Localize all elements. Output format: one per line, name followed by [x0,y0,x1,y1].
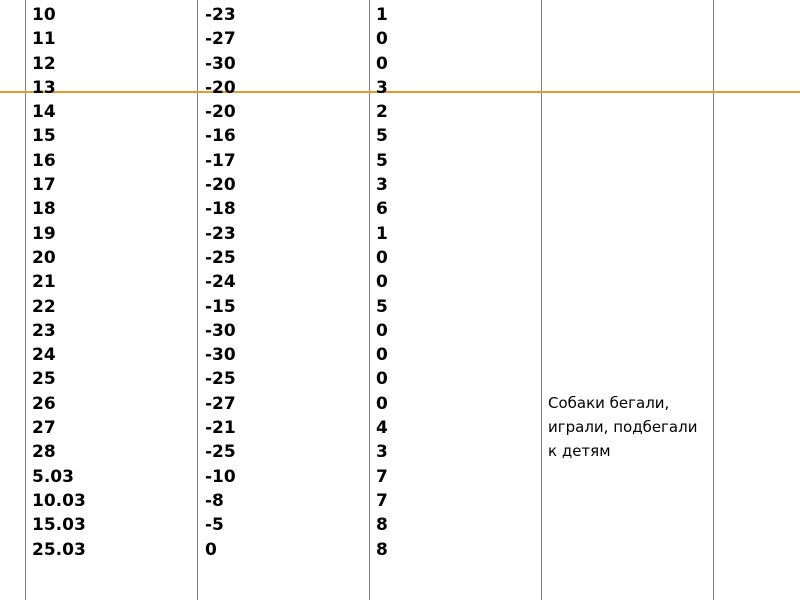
day-cell: 15 [32,126,56,147]
temperature-cell: -10 [205,466,236,487]
count-cell: 4 [376,418,388,439]
count-cell: 1 [376,5,388,25]
count-cell: 8 [376,539,388,560]
count-cell: 2 [376,102,388,123]
day-cell: 28 [32,442,56,463]
temperature-column [205,3,236,562]
day-cell: 21 [32,272,56,293]
count-cell: 1 [376,223,388,244]
day-cell: 15.03 [32,515,86,536]
count-cell: 5 [376,296,388,317]
day-cell: 22 [32,296,56,317]
day-cell: 25.03 [32,539,86,560]
temperature-cell: -18 [205,199,236,220]
day-cell: 23 [32,320,56,341]
temperature-cell: -16 [205,126,236,147]
count-cell: 5 [376,150,388,171]
count-cell: 8 [376,515,388,536]
day-cell: 10 [32,5,56,25]
observation-note: Собаки бегали, играли, подбегали к детям [548,394,698,460]
count-cell: 0 [376,393,388,414]
day-cell: 24 [32,345,56,366]
day-cell: 26 [32,393,56,414]
count-column [376,3,388,562]
temperature-cell: -30 [205,53,236,74]
count-cell: 0 [376,247,388,268]
column-divider [369,0,370,600]
count-cell: 5 [376,126,388,147]
day-cell: 13 [32,77,56,98]
temperature-cell: -5 [205,515,224,536]
count-cell: 0 [376,320,388,341]
count-cell: 0 [376,272,388,293]
column-divider [541,0,542,600]
day-cell: 5.03 [32,466,74,487]
temperature-cell: -20 [205,102,236,123]
column-divider [713,0,714,600]
temperature-cell: -15 [205,296,236,317]
day-cell: 19 [32,223,56,244]
count-cell: 7 [376,490,388,511]
day-cell: 12 [32,53,56,74]
day-cell: 11 [32,29,56,50]
count-cell: 3 [376,175,388,196]
temperature-cell: -17 [205,150,236,171]
day-cell: 20 [32,247,56,268]
count-cell: 6 [376,199,388,220]
day-cell: 10.03 [32,490,86,511]
temperature-cell: -27 [205,29,236,50]
count-cell: 0 [376,53,388,74]
day-cell: 14 [32,102,56,123]
temperature-cell: -23 [205,223,236,244]
column-divider [25,0,26,600]
temperature-cell: -23 [205,5,236,25]
day-cell: 17 [32,175,56,196]
temperature-cell: -21 [205,418,236,439]
day-cell: 25 [32,369,56,390]
count-cell: 7 [376,466,388,487]
count-cell: 3 [376,442,388,463]
count-cell: 3 [376,77,388,98]
temperature-cell: -25 [205,247,236,268]
temperature-cell: -20 [205,77,236,98]
column-divider [197,0,198,600]
count-cell: 0 [376,29,388,50]
day-column [32,3,86,562]
day-cell: 16 [32,150,56,171]
temperature-cell: -27 [205,393,236,414]
temperature-cell: -20 [205,175,236,196]
day-cell: 27 [32,418,56,439]
count-cell: 0 [376,369,388,390]
count-cell: 0 [376,345,388,366]
temperature-cell: 0 [205,539,217,560]
day-cell: 18 [32,199,56,220]
temperature-cell: -30 [205,320,236,341]
temperature-cell: -25 [205,442,236,463]
temperature-cell: -30 [205,345,236,366]
accent-divider [0,91,800,93]
temperature-cell: -8 [205,490,224,511]
temperature-cell: -24 [205,272,236,293]
temperature-cell: -25 [205,369,236,390]
